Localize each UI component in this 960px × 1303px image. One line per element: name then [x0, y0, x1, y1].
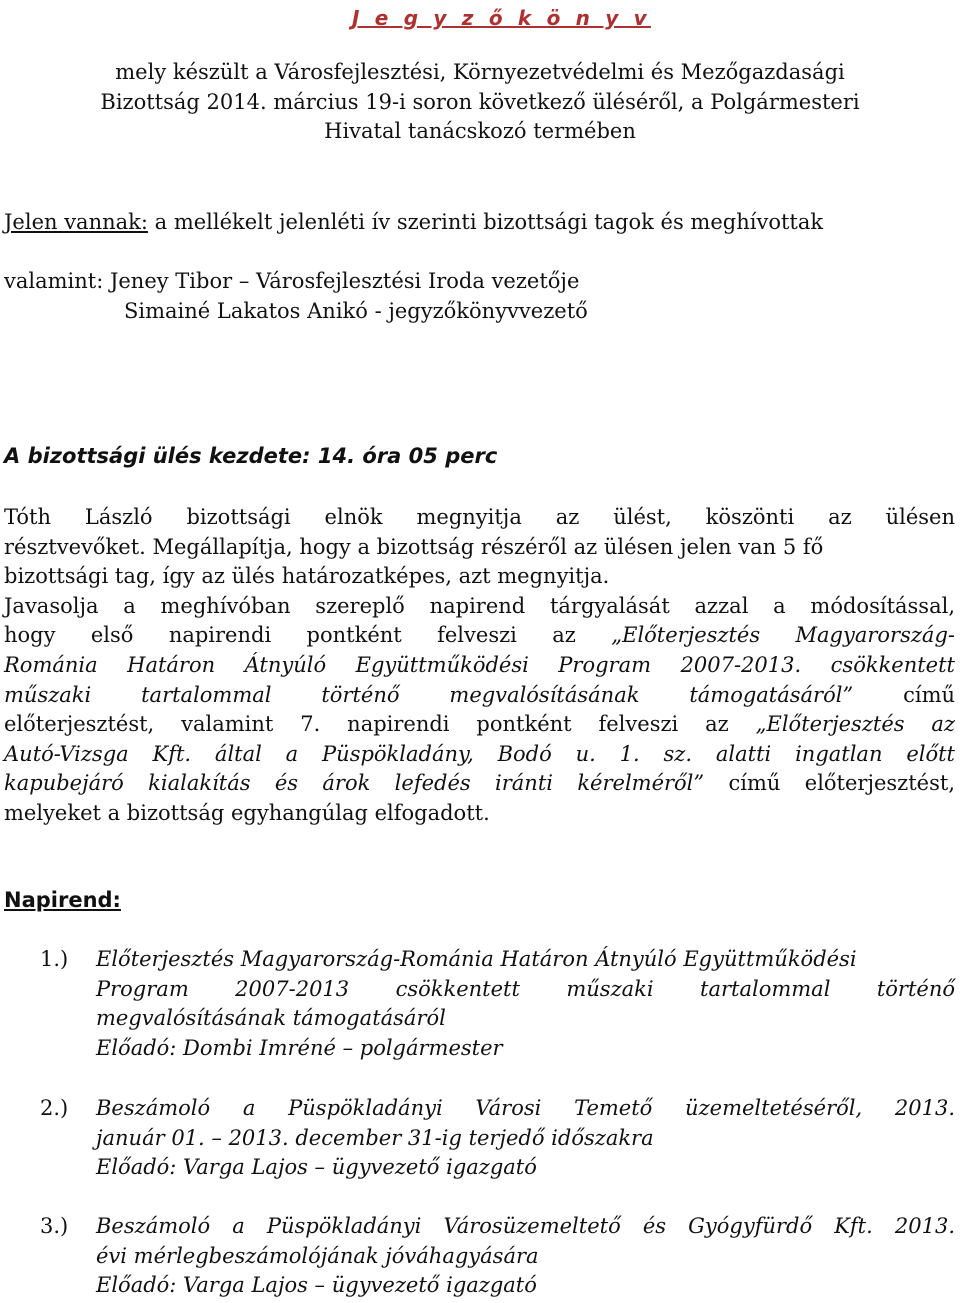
paragraph-line — [4, 769, 955, 799]
text-span: című — [903, 682, 956, 707]
text-span: előterjesztést, valamint 7. napirendi pontként felveszi az — [4, 712, 756, 737]
agenda-item-line: Előterjesztés Magyarország-Románia Határon Átnyúló Együttműködési — [96, 947, 857, 971]
agenda-item-number: 1.) — [40, 947, 69, 971]
agenda-item-body — [96, 945, 955, 1063]
intro-line: Bizottság 2014. március 19-i soron következő üléséről, a Polgármesteri — [100, 89, 860, 114]
agenda-item-line: évi mérlegbeszámolójának jóváhagyására — [96, 1243, 539, 1268]
agenda-item-body — [96, 1212, 955, 1301]
agenda-item-1 — [40, 945, 955, 1063]
paragraph-line: Tóth László bizottsági elnök megnyitja az ülést, köszönti az ülésen — [4, 505, 955, 529]
paragraph-line — [4, 621, 955, 651]
attendees-text: a mellékelt jelenléti ív szerinti bizottsági tagok és meghívottak — [147, 210, 824, 234]
agenda-item-line: Beszámoló a Püspökladányi Városi Temető üzemeltetéséről, 2013. — [96, 1096, 955, 1120]
text-span: hogy első napirendi pontként felveszi az — [4, 623, 612, 648]
opening-paragraph — [4, 503, 955, 829]
paragraph-line: résztvevőket. Megállapítja, hogy a bizottság részéről az ülésen jelen van 5 fő — [4, 534, 824, 559]
agenda-item-body — [96, 1094, 955, 1183]
paragraph-line: Autó-Vizsga Kft. által a Püspökladány, Bodó u. 1. sz. alatti ingatlan előtt — [4, 741, 955, 766]
agenda-item-presenter: Előadó: Varga Lajos – ügyvezető igazgató — [96, 1273, 537, 1298]
paragraph-line — [4, 710, 955, 740]
agenda-item-presenter: Előadó: Varga Lajos – ügyvezető igazgató — [96, 1155, 537, 1180]
paragraph-line: melyeket a bizottság egyhangúlag elfogadott. — [4, 800, 490, 825]
document-title: J e g y z ő k ö n y v — [352, 6, 651, 30]
paragraph-line: Javasolja a meghívóban szereplő napirend tárgyalását azzal a módosítással, — [4, 593, 955, 618]
also-present-line-1: valamint: Jeney Tibor – Városfejlesztési Iroda vezetője — [4, 269, 580, 293]
italic-title-span: „Előterjesztés Magyarország- — [611, 623, 955, 648]
agenda-item-3 — [40, 1212, 955, 1301]
also-present-line-2: Simainé Lakatos Anikó - jegyzőkönyvvezető — [124, 299, 588, 323]
agenda-item-line: Beszámoló a Püspökladányi Városüzemeltető és Gyógyfürdő Kft. 2013. — [96, 1214, 955, 1238]
attendees-line — [4, 208, 823, 238]
meeting-start-time: A bizottsági ülés kezdete: 14. óra 05 perc — [4, 444, 498, 468]
intro-line: mely készült a Városfejlesztési, Környezetvédelmi és Mezőgazdasági — [115, 60, 845, 84]
paragraph-line — [4, 681, 955, 711]
agenda-item-presenter: Előadó: Dombi Imréné – polgármester — [96, 1035, 503, 1060]
italic-title-span: „Előterjesztés az — [755, 712, 956, 737]
intro-paragraph — [0, 58, 960, 147]
paragraph-line: bizottsági tag, így az ülés határozatképes, azt megnyitja. — [4, 564, 610, 589]
attendees-label: Jelen vannak: — [4, 210, 148, 234]
agenda-item-line: január 01. – 2013. december 31-ig terjedő időszakra — [96, 1125, 654, 1150]
text-span: című előterjesztést, — [728, 771, 955, 796]
paragraph-line: Románia Határon Átnyúló Együttműködési Program 2007-2013. csökkentett — [4, 652, 955, 677]
intro-line: Hivatal tanácskozó termében — [324, 119, 636, 144]
agenda-item-2 — [40, 1094, 955, 1183]
agenda-heading: Napirend: — [4, 888, 121, 912]
agenda-item-number: 2.) — [40, 1096, 69, 1120]
agenda-item-line: Program 2007-2013 csökkentett műszaki tartalommal történő — [96, 976, 955, 1001]
italic-title-span: kapubejáró kialakítás és árok lefedés iránti kérelméről” — [4, 771, 705, 796]
italic-title-span: műszaki tartalommal történő megvalósításának támogatásáról” — [4, 682, 854, 707]
agenda-item-line: megvalósításának támogatásáról — [96, 1006, 446, 1031]
agenda-item-number: 3.) — [40, 1214, 69, 1238]
